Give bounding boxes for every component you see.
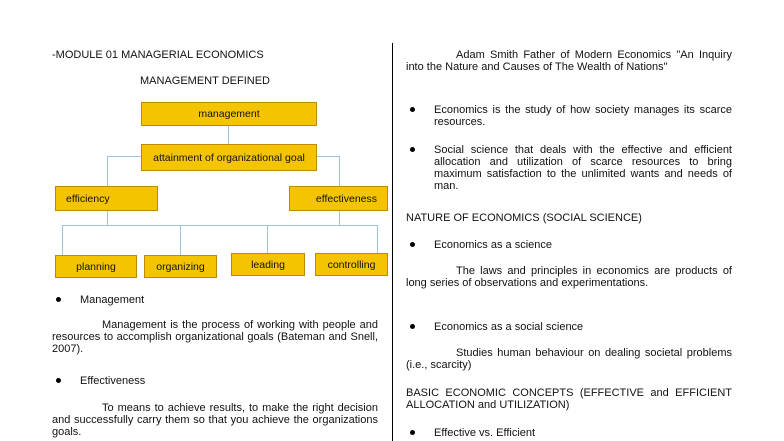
paragraph-science bbox=[406, 265, 732, 289]
connector-line bbox=[107, 211, 108, 225]
box-controlling: controlling bbox=[315, 253, 388, 276]
connector-line bbox=[317, 156, 339, 157]
box-planning: planning bbox=[55, 255, 137, 278]
paragraph-management-text: Management is the process of working with people and resources to accomplish organizational goals (Bateman and Snell, 2007). bbox=[52, 319, 378, 355]
paragraph-management bbox=[52, 319, 378, 355]
connector-line bbox=[377, 225, 378, 253]
bullet-dot bbox=[410, 107, 415, 112]
paragraph-social-text: Studies human behaviour on dealing societal problems (i.e., scarcity) bbox=[406, 347, 732, 371]
bullet-dot bbox=[56, 378, 61, 383]
paragraph-effectiveness-text: To means to achieve results, to make the right decision and successfully carry them so that you achieve the organizations goals. bbox=[52, 402, 378, 438]
paragraph-social bbox=[406, 347, 732, 371]
bullet-economics-science: Economics as a science bbox=[434, 239, 552, 251]
paragraph-effectiveness bbox=[52, 402, 378, 438]
box-organizing: organizing bbox=[144, 255, 217, 278]
paragraph-adam-smith bbox=[406, 49, 732, 73]
bullet-dot bbox=[410, 430, 415, 435]
connector-line bbox=[107, 156, 141, 157]
bullet-dot bbox=[410, 147, 415, 152]
connector-line bbox=[339, 211, 340, 225]
connector-line bbox=[62, 225, 63, 255]
basic-heading: BASIC ECONOMIC CONCEPTS (EFFECTIVE and EFFICIENT ALLOCATION and UTILIZATION) bbox=[406, 387, 732, 411]
module-title: -MODULE 01 MANAGERIAL ECONOMICS bbox=[52, 49, 264, 61]
paragraph-adam-smith-text: Adam Smith Father of Modern Economics "An Inquiry into the Nature and Causes of The Wealth of Nations" bbox=[406, 49, 732, 73]
box-leading: leading bbox=[231, 253, 305, 276]
connector-line bbox=[228, 126, 229, 144]
nature-heading: NATURE OF ECONOMICS (SOCIAL SCIENCE) bbox=[406, 212, 642, 224]
section-title: MANAGEMENT DEFINED bbox=[140, 75, 270, 87]
paragraph-science-text: The laws and principles in economics are products of long series of observations and experimentations. bbox=[406, 265, 732, 289]
connector-line bbox=[339, 156, 340, 186]
bullet-management: Management bbox=[80, 294, 145, 306]
bullet-economics-social-science: Economics as a social science bbox=[434, 321, 584, 333]
bullet-social-science: Social science that deals with the effective and efficient allocation and utilization of scarce resources to bring maximum satisfaction to the unlimited wants and needs of man. bbox=[434, 144, 732, 192]
connector-line bbox=[180, 225, 181, 255]
connector-line bbox=[62, 225, 378, 226]
box-effectiveness: effectiveness bbox=[289, 186, 388, 211]
box-management: management bbox=[141, 102, 317, 126]
box-efficiency: efficiency bbox=[55, 186, 158, 211]
bullet-economics-study: Economics is the study of how society manages its scarce resources. bbox=[434, 104, 732, 128]
connector-line bbox=[267, 225, 268, 253]
bullet-effectiveness: Effectiveness bbox=[80, 375, 146, 387]
bullet-effective-vs-efficient: Effective vs. Efficient bbox=[434, 427, 536, 439]
bullet-dot bbox=[56, 297, 61, 302]
bullet-dot bbox=[410, 324, 415, 329]
connector-line bbox=[107, 156, 108, 186]
column-divider bbox=[392, 43, 393, 441]
box-organizational-goal: attainment of organizational goal bbox=[141, 144, 317, 171]
bullet-dot bbox=[410, 242, 415, 247]
